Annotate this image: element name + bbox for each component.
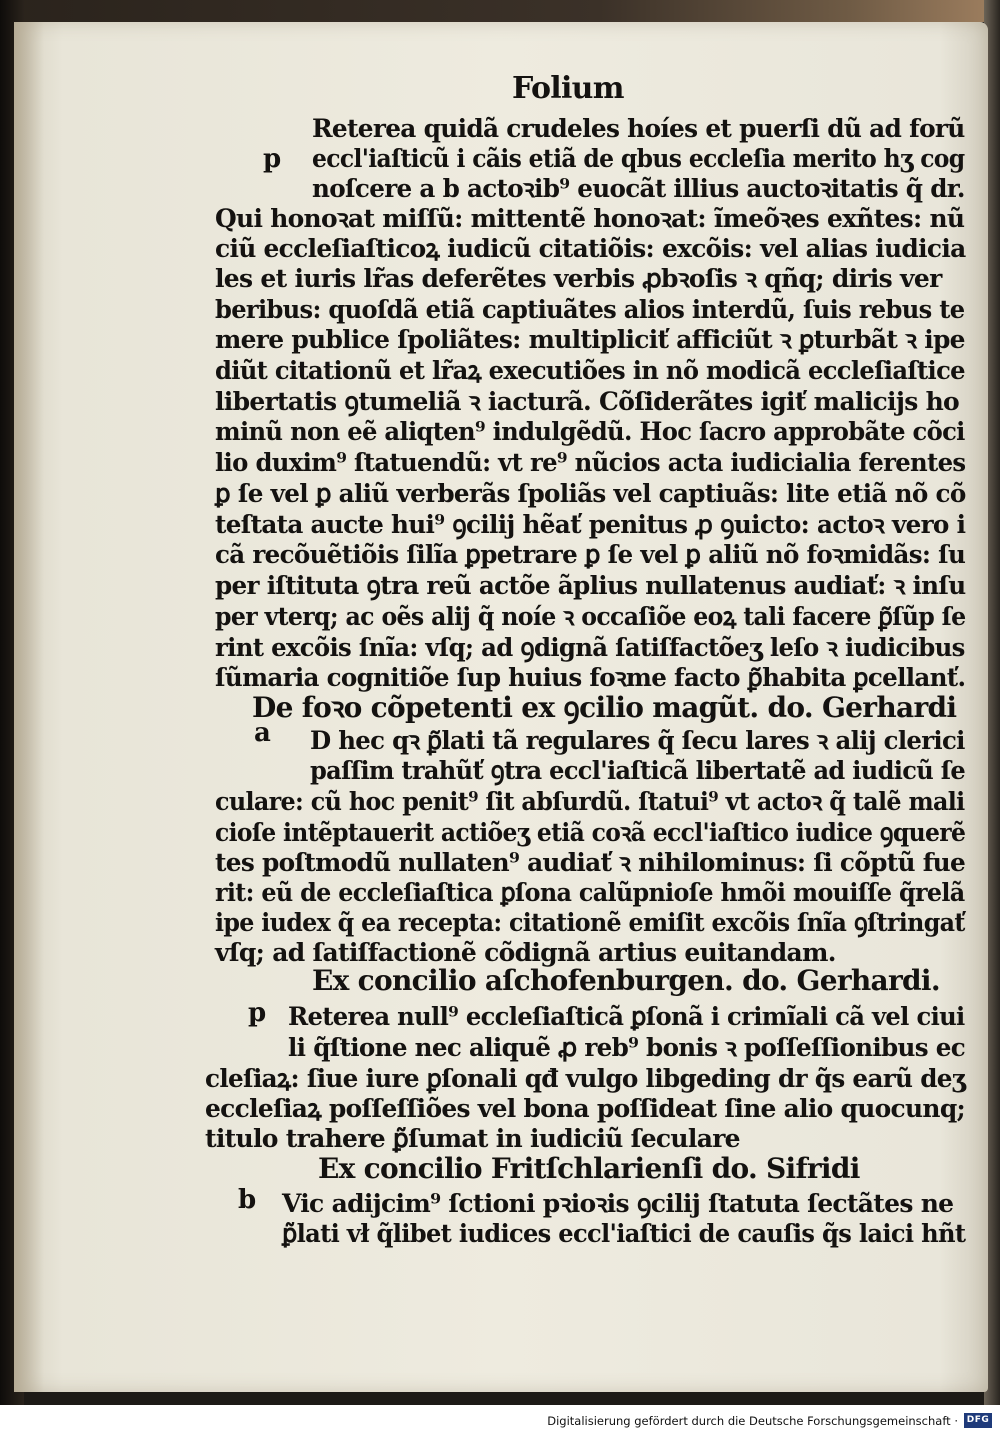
text-line: li q̃ſtione nec aliquẽ ꝓ reb⁹ bonis ꝛ poſſeſſionibus ec [288,1033,966,1062]
footer-bar [0,1405,1000,1437]
text-line: cioſe intẽptauerit actiõeʒ etiã coꝛã eccl'iaſtico iudice ꝯquerẽ [215,818,966,847]
text-line: ciũ eccleſiaſticoꝝ iudicũ citatiõis: excõis: vel alias iudicia [215,234,966,263]
text-line: ipe iudex q̃ ea recepta: citationẽ emiſit excõis ſnĩa ꝯſtringať [215,908,965,937]
text-line: rint excõis ſnĩa: vſq; ad ꝯdignã ſatiſfactõeʒ leſo ꝛ iudicibus [215,633,965,662]
marginal-letter: p [263,144,282,174]
text-line: Reterea quidã crudeles hoíes et puerſi dũ ad forũ [312,114,965,143]
text-line: mere publice ſpoliãtes: multipliciť afficiũt ꝛ ꝑturbãt ꝛ ipe [215,325,965,354]
text-line: diũt citationũ et lr̃aꝝ executiões in nõ modicã eccleſiaſtice [215,356,965,385]
text-line: Vic adijcim⁹ ſctioni pꝛioꝛis ꝯcilij ſtatuta ſectãtes ne [282,1189,954,1218]
text-line: eccl'iaſticũ i cãis etiã de qbus eccleſia merito hʒ cog [312,144,965,173]
text-line: ꝑ̃lati vł q̃libet iudices eccl'iaſtici de cauſis q̃s laici hñt [282,1219,966,1248]
text-line: eccleſiaꝝ poſſeſſiões vel bona poſſideat ſine alio quocunq; [205,1094,966,1123]
marginal-letter: b [238,1185,257,1215]
text-line: cleſiaꝝ: ſiue iure ꝑſonali qđ vulgo libgeding dr q̃s earũ deʒ [205,1064,966,1093]
page-gutter-shadow [14,22,44,1392]
text-line: culare: cũ hoc penit⁹ ſit abſurdũ. ſtatui⁹ vt actoꝛ q̃ talẽ mali [215,787,965,816]
text-line: minũ non eẽ aliqten⁹ indulgẽdũ. Hoc ſacro approbãte cõci [215,417,965,446]
text-line: titulo trahere ꝑ̃ſumat in iudiciũ ſeculare [205,1124,740,1153]
dfg-logo: DFG [964,1413,992,1428]
text-line: les et iuris lr̃as deferẽtes verbis ꝓbꝛoſis ꝛ qñq; diris ver [215,264,942,293]
text-line: cã recõuẽtiõis ſilĩa ꝑpetrare ꝑ ſe vel ꝑ aliũ nõ foꝛmidãs: ſu [215,540,966,569]
book-top-edge [0,0,1000,22]
text-line: vſq; ad ſatiſfactionẽ cõdignã artius euitandam. [215,938,836,967]
running-head: Folium [512,71,624,106]
funding-credit: Digitalisierung gefördert durch die Deutsche Forschungsgemeinschaft · [547,1414,958,1428]
text-line: beribus: quoſdã etiã captiuãtes alios interdũ, ſuis rebus te [215,295,965,324]
text-line: paſſim trahũť ꝯtra eccl'iaſticã libertatẽ ad iudicũ ſe [310,756,966,785]
text-line: D hec qꝛ ꝑ̃lati tã regulares q̃ ſecu lares ꝛ alij clerici [310,726,965,755]
text-line: lio duxim⁹ ſtatuendũ: vt re⁹ nũcios acta iudicialia ferentes [215,448,966,477]
text-line: teſtata aucte hui⁹ ꝯcilij hẽať penitus ꝓ ꝯuicto: actoꝛ vero i [215,510,966,539]
marginal-letter: p [248,998,267,1028]
text-line: rit: eũ de eccleſiaſtica ꝑſona calũpnioſe hmõi mouiſſe q̃relã [215,878,965,907]
text-line: ſũmaria cognitiõe ſup huius foꝛme facto ꝑ̃habita ꝑcellanť. [215,663,966,692]
text-line: noſcere a b actoꝛib⁹ euocãt illius auctoꝛitatis q̃ dr. [312,174,965,203]
section-heading: Ex concilio aſchofenburgen. do. Gerhardi. [312,964,940,997]
text-line: per vterq; ac oẽs alij q̃ noíe ꝛ occaſiõe eoꝝ tali facere ꝑ̃ſũp ſe [215,602,966,631]
text-line: Reterea null⁹ eccleſiaſticã ꝑſonã i crimĩali cã vel ciui [288,1002,965,1031]
section-heading: Ex concilio Fritſchlarienſi do. Sifridi [318,1152,860,1185]
text-line: per iſtituta ꝯtra reũ actõe ãplius nullatenus audiať: ꝛ inſu [215,571,966,600]
section-heading: De foꝛo cõpetenti ex ꝯcilio magũt. do. Gerhardi [252,691,957,724]
text-line: tes poſtmodũ nullaten⁹ audiať ꝛ nihilominus: ſi cõptũ fue [215,848,966,877]
text-line: ꝑ ſe vel ꝑ aliũ verberãs ſpoliãs vel captiuãs: lite etiã nõ cõ [215,479,966,508]
text-line: Qui honoꝛat miſſũ: mittentẽ honoꝛat: ĩmeõꝛes exñtes: nũ [215,204,965,233]
text-line: libertatis ꝯtumeliã ꝛ iacturã. Cõſiderãtes igiť malicijs ho [215,387,960,416]
marginal-letter: a [254,718,271,748]
